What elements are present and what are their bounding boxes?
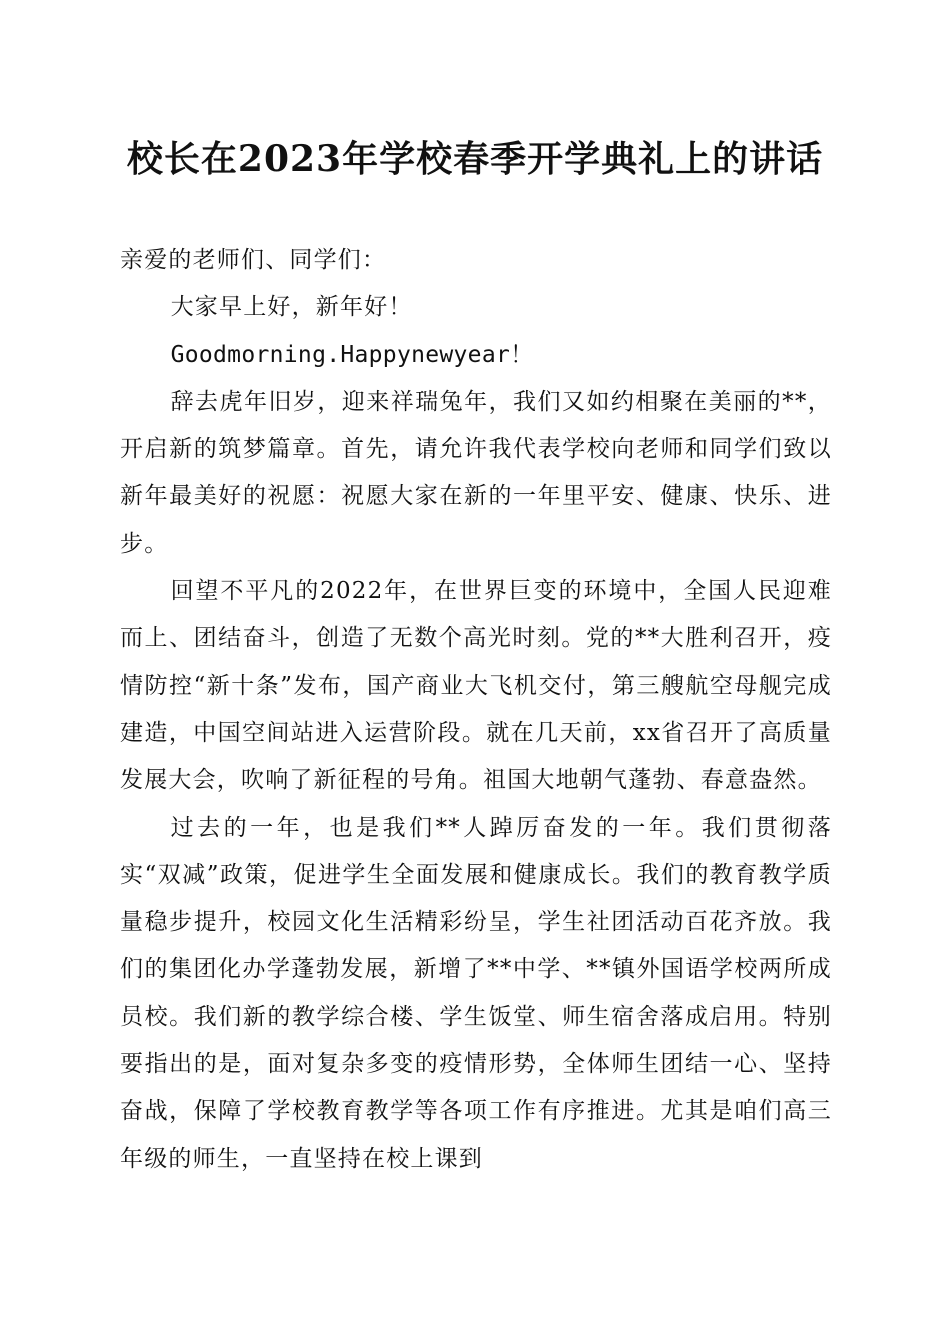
paragraph-review-2022: 回望不平凡的2022年，在世界巨变的环境中，全国人民迎难而上、团结奋斗，创造了无数个高光时刻。党的**大胜利召开，疫情防控“新十条”发布，国产商业大飞机交付，第三艘航空母舰完成建造，中国空间站进入运营阶段。就在几天前，xx省召开了高质量发展大会，吹响了新征程的号角。祖国大地朝气蓬勃、春意盎然。 — [120, 578, 832, 794]
document-title: 校长在2023年学校春季开学典礼上的讲话 — [126, 138, 824, 180]
salutation: 亲爱的老师们、同学们： — [120, 247, 387, 273]
paragraph-new-year-wishes: 辞去虎年旧岁，迎来祥瑞兔年，我们又如约相聚在美丽的**，开启新的筑梦篇章。首先，请允许我代表学校向老师和同学们致以新年最美好的祝愿：祝愿大家在新的一年里平安、健康、快乐、进步。 — [120, 388, 832, 557]
greeting-chinese: 大家早上好，新年好！ — [170, 294, 413, 321]
document-body — [120, 237, 832, 1183]
greeting-english: Goodmorning.Happynewyear！ — [170, 341, 534, 368]
paragraph-school-achievements: 过去的一年，也是我们**人踔厉奋发的一年。我们贯彻落实“双减”政策，促进学生全面发展和健康成长。我们的教育教学质量稳步提升，校园文化生活精彩纷呈，学生社团活动百花齐放。我们的集团化办学蓬勃发展，新增了**中学、**镇外国语学校两所成员校。我们新的教学综合楼、学生饭堂、师生宿舍落成启用。特别要指出的是，面对复杂多变的疫情形势，全体师生团结一心、坚持奋战，保障了学校教育教学等各项工作有序推进。尤其是咱们高三年级的师生，一直坚持在校上课到 — [120, 814, 832, 1172]
